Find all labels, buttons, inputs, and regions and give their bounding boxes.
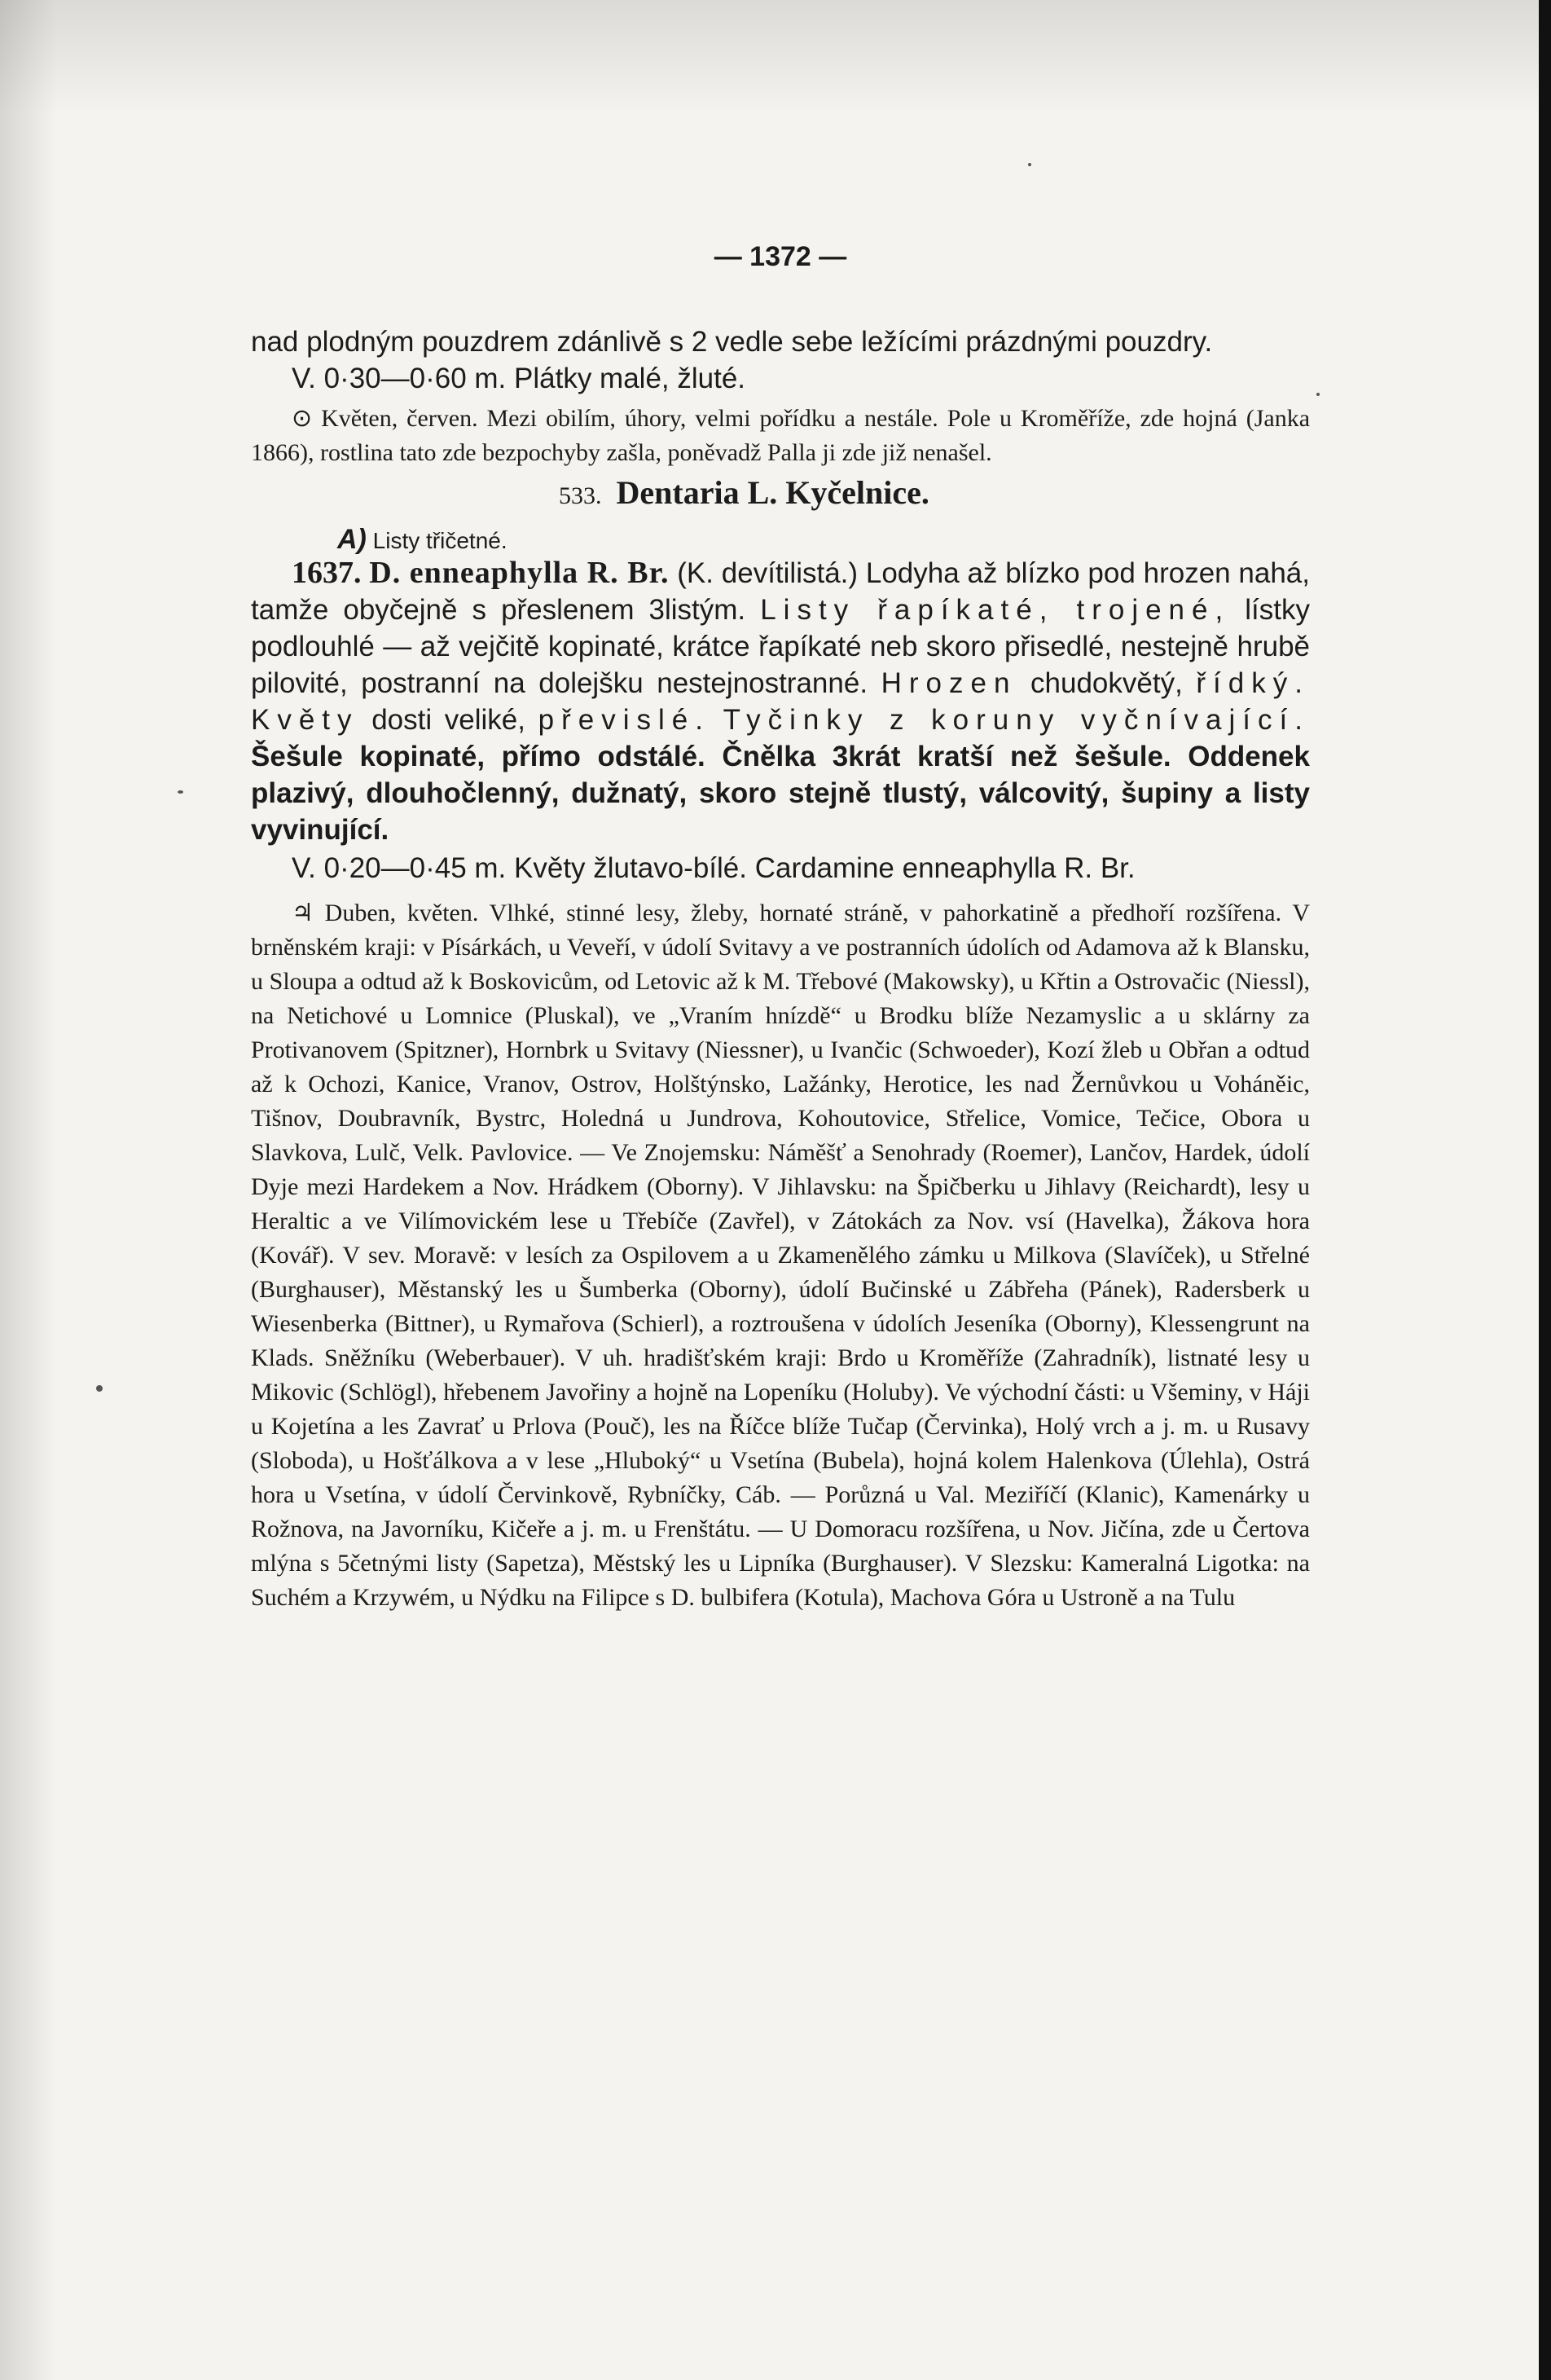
species-desc-4: dosti veliké,: [371, 704, 525, 736]
annual-note-text: Květen, červen. Mezi obilím, úhory, velmi pořídku a nestále. Pole u Kroměříže, zde hojná (Janka 1866), rostlina tato zde bezpochyby zašla, poněvadž Palla ji zde již nenašel.: [251, 405, 1311, 466]
annual-symbol: ⊙: [292, 404, 313, 433]
group-letter: A): [337, 524, 367, 555]
genus-heading: [559, 473, 929, 512]
species-spaced-1: Listy řapíkaté, trojené,: [760, 594, 1231, 626]
scan-shadow-left: [0, 0, 57, 2380]
scan-speck: [1028, 163, 1031, 166]
genus-number: 533.: [559, 482, 602, 509]
scan-speck: [178, 790, 183, 794]
habitat-text: Duben, květen. Vlhké, stinné lesy, žleby, hornaté stráně, v pahorkatině a předhoří rozšířena. V brněnském kraji: v Písárkách, u Veveří, v údolí Svitavy a ve postranních údolích od Adamova až k Blansku, u Sloupa a odtud až k Boskovicům, od Letovic až k M. Třebové (Makowsky), u Křtin a Ostrovačic (Niessl), na Netichové u Lomnice (Pluskal), ve „Vraním hnízdě“ u Brodku blíže Nezamyslic a u sklárny za Protivanovem (Spitzner), Hornbrk u Svitavy (Niessner), u Ivančic (Schwoeder), Kozí žleb u Obřan a odtud až k Ochozi, Kanice, Vranov, Ostrov, Holštýnsko, Lažánky, Herotice, les nad Žernůvkou u Voháněic, Tišnov, Doubravník, Bystrc, Holedná u Jundrova, Kohoutovice, Střelice, Vomice, Tečice, Obora u Slavkova, Lulč, Velk. Pavlovice. — Ve Znojemsku: Náměšť a Senohrady (Roemer), Lančov, Hardek, údolí Dyje mezi Hardekem a Nov. Hrádkem (Oborny). V Jihlavsku: na Špičberku u Jihlavy (Reichardt), lesy u Heraltic a ve Vilímovickém lese u Třebíče (Zavřel), v Zátokách za Nov. vsí (Havelka), Žákova hora (Kovář). V sev. Moravě: v lesích za Ospilovem a u Zkamenělého zámku u Milkova (Slavíček), u Střelné (Burghauser), Městanský les u Šumberka (Oborny), údolí Bučinské u Zábřeha (Pánek), Radersberk u Wiesenberka (Bittner), u Rymařova (Schierl), a roztroušena v údolích Jeseníka (Oborny), Klessengrunt na Klads. Sněžníku (Weberbauer). V uh. hradišťském kraji: Brdo u Kroměříže (Zahradník), listnaté lesy u Mikovic (Schlögl), hřebenem Javořiny a hojně na Lopeníku (Holuby). Ve východní části: u Všeminy, v Háji u Kojetína a les Zavrať u Prlova (Pouč), les na Říčce blíže Tučap (Červinka), Holý vrch a j. m. u Rusavy (Sloboda), u Hošťálkova a v lese „Hluboký“ u Vsetína (Bubela), hojná kolem Halenkova (Úlehla), Ostrá hora u Vsetína, v údolí Červinkově, Rybníčky, Cáb. — Porůzná u Val. Meziříčí (Klanic), Kamenárky u Rožnova, na Javorníku, Kičeře a j. m. u Frenštátu. — U Domoracu rozšířena, u Nov. Jičína, zde u Čertova mlýna s 5četnými listy (Sapetza), Městský les u Lipníka (Burghauser). V Slezsku: Kameralná Ligotka: na Suchém a Krzywém, u Nýdku na Filipce s D. bulbifera (Kotula), Machova Góra u Ustroně a na Tulu: [251, 900, 1310, 1611]
genus-name: Dentaria L. Kyčelnice.: [616, 474, 929, 511]
species-desc-2: lístky podlouhlé — až vejčitě kopinaté, krátce řapíkaté neb skoro přisedlé, nestejně hrubě pilovité, postranní na dolejšku nestejnostranné.: [251, 594, 1311, 699]
scan-border: [1539, 0, 1551, 2380]
group-label: [337, 524, 507, 556]
species-spaced-6: Tyčinky z koruny vyčnívající.: [723, 704, 1310, 736]
page-body: [251, 241, 1310, 1615]
species-spaced-4: Květy: [251, 704, 359, 736]
intro-paragraph: [251, 323, 1310, 360]
species-common-name: (K. devítilistá.): [677, 557, 859, 589]
scan-speck: [96, 1385, 103, 1392]
genus-heading-row: [251, 473, 1310, 555]
group-text: Listy třičetné.: [372, 528, 507, 553]
measure-line: [251, 360, 1310, 397]
annual-note-paragraph: [251, 402, 1310, 470]
intro-text: nad plodným pouzdrem zdánlivě s 2 vedle sebe ležícími prázdnými pouzdry.: [251, 326, 1213, 358]
species-name: D. enneaphylla R. Br.: [369, 556, 670, 590]
species-desc-5: Šešule kopinaté, přímo odstálé. Čnělka 3krát kratší než šešule. Oddenek plazivý, dlouhočlenný, dužnatý, skoro stejně tlustý, válcovitý, šupiny a listy vyvinující.: [251, 741, 1310, 846]
species-desc-3: chudokvětý,: [1030, 667, 1183, 699]
species-number: 1637.: [292, 556, 362, 590]
page-number: — 1372 —: [714, 241, 847, 272]
species-description: [251, 555, 1310, 848]
scan-speck: [1316, 393, 1320, 396]
perennial-symbol: ♃: [292, 899, 314, 927]
species-measure-text: V. 0·20—0·45 m. Květy žlutavo-bílé. Cardamine enneaphylla R. Br.: [292, 852, 1136, 884]
species-spaced-3: řídký.: [1196, 667, 1310, 699]
habitat-paragraph: [251, 896, 1310, 1615]
species-measure-line: [251, 850, 1310, 886]
species-spaced-5: převislé.: [538, 704, 710, 736]
scan-shadow-top: [0, 0, 1539, 114]
species-spaced-2: Hrozen: [881, 667, 1017, 699]
measure-text: V. 0·30—0·60 m. Plátky malé, žluté.: [292, 363, 746, 394]
species-desc-1: Lodyha až blízko pod hrozen nahá, tamže obyčejně s přeslenem 3listým.: [251, 557, 1311, 626]
